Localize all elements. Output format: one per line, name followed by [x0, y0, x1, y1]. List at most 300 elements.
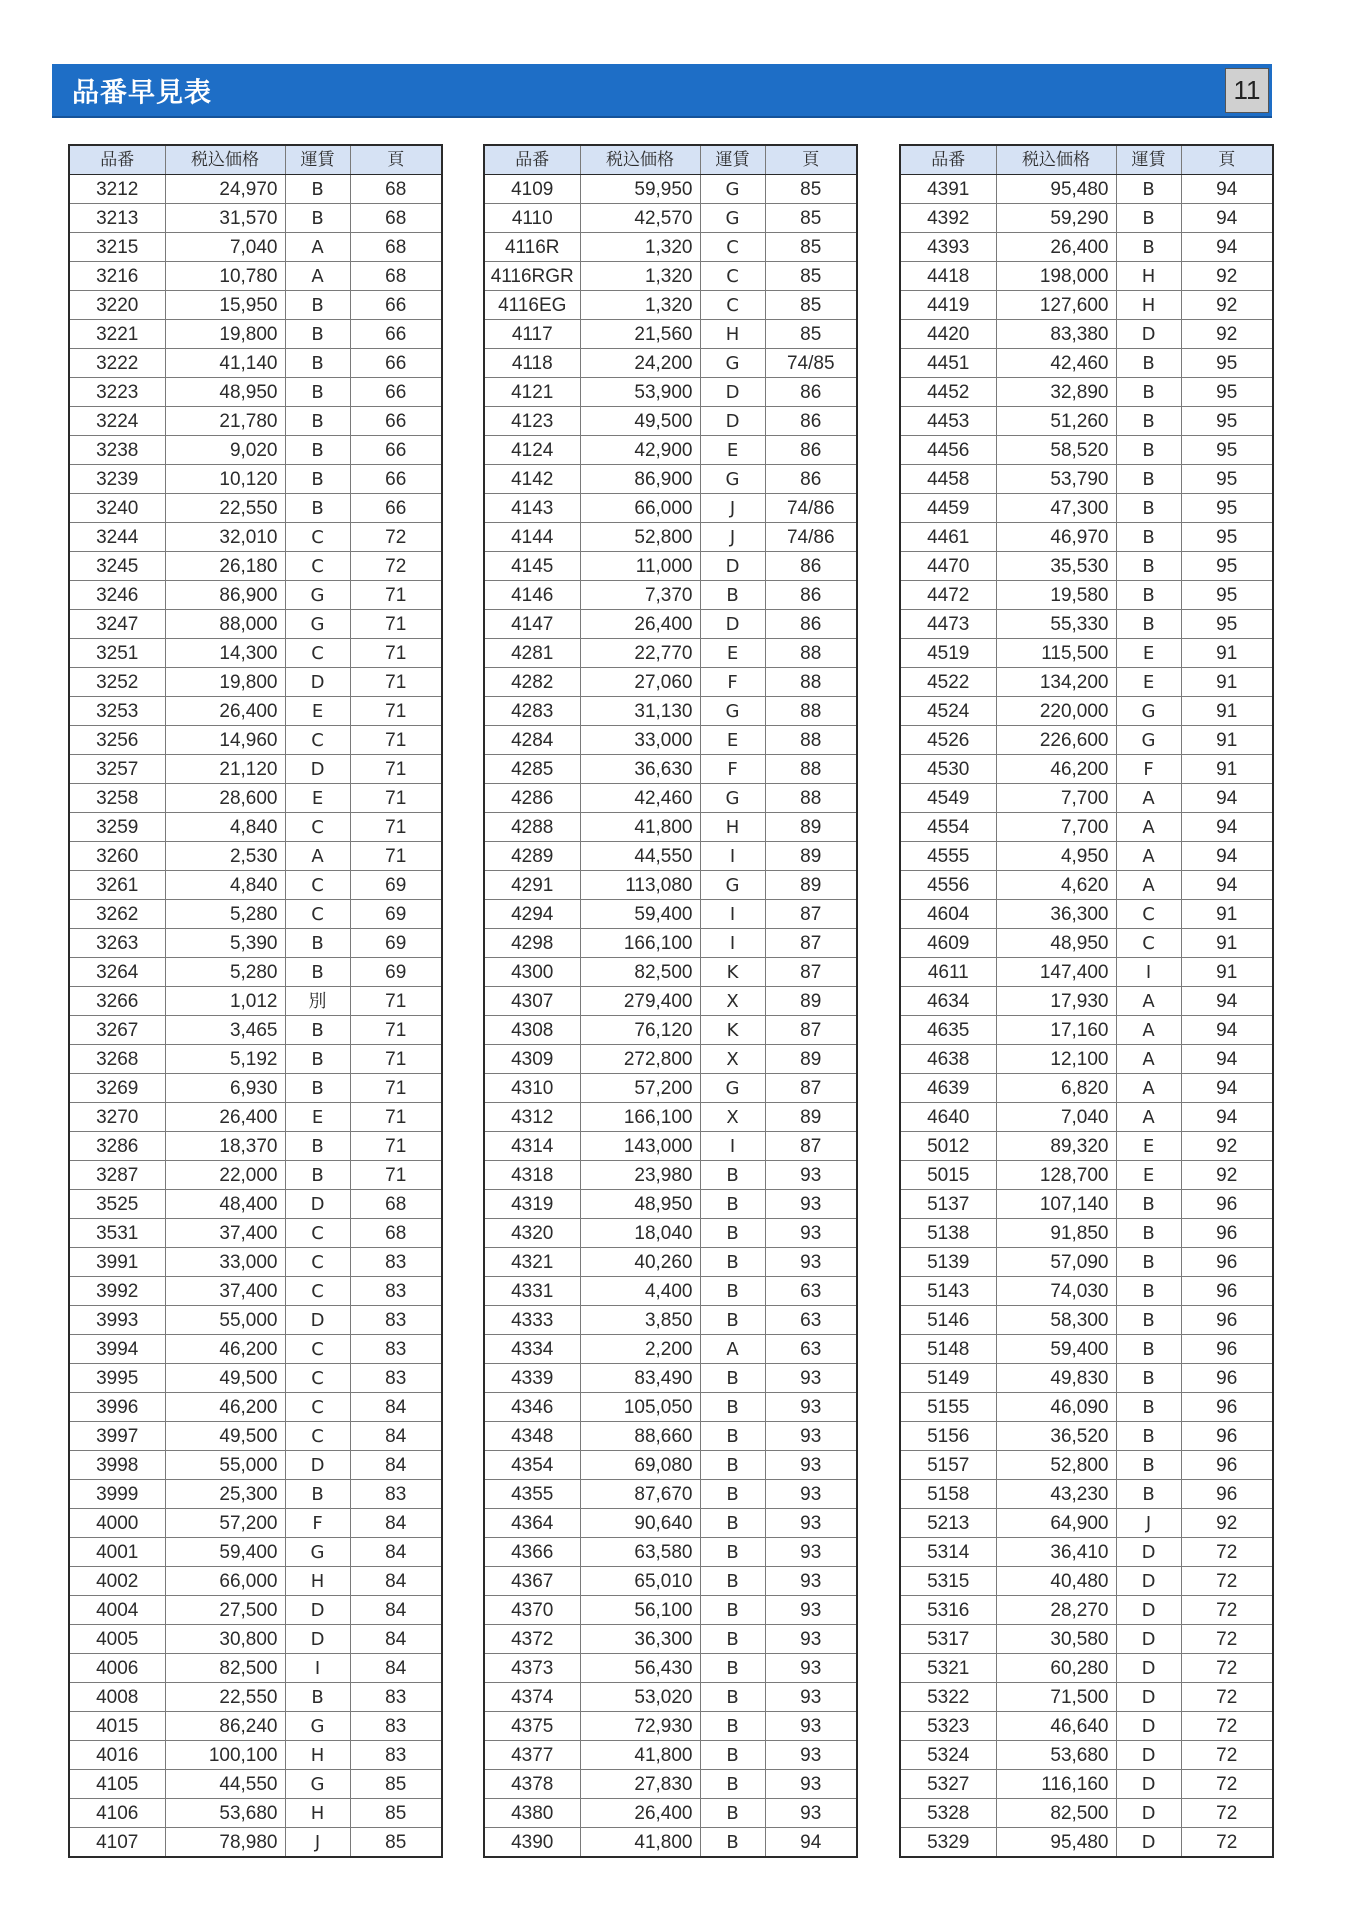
table-row — [900, 1712, 1273, 1741]
part-number-cell: 4294 — [484, 900, 580, 929]
freight-cell: A — [1116, 784, 1181, 813]
part-number-cell: 4392 — [900, 204, 996, 233]
table-row — [69, 581, 442, 610]
price-cell: 21,120 — [165, 755, 285, 784]
page-ref-cell: 95 — [1181, 436, 1273, 465]
price-cell: 36,300 — [996, 900, 1116, 929]
page-ref-cell: 85 — [765, 262, 857, 291]
price-cell: 55,330 — [996, 610, 1116, 639]
header-freight: 運賃 — [1116, 145, 1181, 175]
part-number-cell: 4473 — [900, 610, 996, 639]
price-cell: 18,370 — [165, 1132, 285, 1161]
page-ref-cell: 71 — [350, 755, 442, 784]
table-row — [484, 871, 857, 900]
freight-cell: D — [1116, 1683, 1181, 1712]
price-cell: 272,800 — [580, 1045, 700, 1074]
page-ref-cell: 85 — [765, 291, 857, 320]
table-row — [69, 958, 442, 987]
freight-cell: E — [700, 436, 765, 465]
freight-cell: I — [285, 1654, 350, 1683]
page-ref-cell: 71 — [350, 1074, 442, 1103]
price-cell: 166,100 — [580, 929, 700, 958]
part-number-cell: 3238 — [69, 436, 165, 465]
price-cell: 59,400 — [165, 1538, 285, 1567]
part-number-cell: 4123 — [484, 407, 580, 436]
table-row — [484, 349, 857, 378]
part-number-cell: 3246 — [69, 581, 165, 610]
table-row — [69, 1799, 442, 1828]
page-ref-cell: 96 — [1181, 1306, 1273, 1335]
price-cell: 91,850 — [996, 1219, 1116, 1248]
freight-cell: K — [700, 1016, 765, 1045]
table-row — [900, 1509, 1273, 1538]
price-cell: 69,080 — [580, 1451, 700, 1480]
freight-cell: D — [700, 378, 765, 407]
price-cell: 14,300 — [165, 639, 285, 668]
page-ref-cell: 94 — [1181, 1074, 1273, 1103]
page-ref-cell: 92 — [1181, 1132, 1273, 1161]
price-cell: 25,300 — [165, 1480, 285, 1509]
freight-cell: D — [700, 610, 765, 639]
freight-cell: E — [1116, 668, 1181, 697]
freight-cell: B — [1116, 1306, 1181, 1335]
table-row — [69, 204, 442, 233]
part-number-cell: 5321 — [900, 1654, 996, 1683]
price-cell: 44,550 — [580, 842, 700, 871]
table-row — [69, 1190, 442, 1219]
freight-cell: C — [285, 871, 350, 900]
table-row — [69, 1683, 442, 1712]
part-number-cell: 4281 — [484, 639, 580, 668]
part-number-cell: 4143 — [484, 494, 580, 523]
page-ref-cell: 85 — [765, 320, 857, 349]
table-row — [69, 668, 442, 697]
header-price-incl-tax: 税込価格 — [165, 145, 285, 175]
table-row — [900, 697, 1273, 726]
page-ref-cell: 93 — [765, 1190, 857, 1219]
page-ref-cell: 72 — [1181, 1712, 1273, 1741]
page-ref-cell: 89 — [765, 987, 857, 1016]
page-ref-cell: 84 — [350, 1509, 442, 1538]
freight-cell: B — [285, 1016, 350, 1045]
page-ref-cell: 94 — [1181, 175, 1273, 204]
page-ref-cell: 85 — [350, 1799, 442, 1828]
part-number-cell: 4307 — [484, 987, 580, 1016]
freight-cell: G — [285, 1712, 350, 1741]
freight-cell: B — [285, 320, 350, 349]
page-ref-cell: 93 — [765, 1219, 857, 1248]
price-cell: 82,500 — [165, 1654, 285, 1683]
price-cell: 26,400 — [165, 697, 285, 726]
page-ref-cell: 74/86 — [765, 494, 857, 523]
part-number-cell: 3270 — [69, 1103, 165, 1132]
freight-cell: B — [285, 929, 350, 958]
part-number-cell: 5015 — [900, 1161, 996, 1190]
table-row — [900, 1277, 1273, 1306]
freight-cell: C — [285, 726, 350, 755]
price-cell: 64,900 — [996, 1509, 1116, 1538]
table-row — [900, 1161, 1273, 1190]
page-ref-cell: 63 — [765, 1306, 857, 1335]
part-number-cell: 5213 — [900, 1509, 996, 1538]
page-ref-cell: 94 — [1181, 784, 1273, 813]
table-row — [900, 1683, 1273, 1712]
table-row — [900, 668, 1273, 697]
price-cell: 63,580 — [580, 1538, 700, 1567]
part-number-cell: 3992 — [69, 1277, 165, 1306]
page-ref-cell: 71 — [350, 639, 442, 668]
table-row — [484, 1277, 857, 1306]
price-cell: 6,930 — [165, 1074, 285, 1103]
price-cell: 49,830 — [996, 1364, 1116, 1393]
header-part-number: 品番 — [69, 145, 165, 175]
part-number-cell: 3216 — [69, 262, 165, 291]
freight-cell: B — [700, 1219, 765, 1248]
price-cell: 49,500 — [165, 1364, 285, 1393]
price-cell: 59,950 — [580, 175, 700, 204]
page-ref-cell: 66 — [350, 407, 442, 436]
table-row — [484, 1161, 857, 1190]
page-ref-cell: 94 — [1181, 813, 1273, 842]
part-number-cell: 5155 — [900, 1393, 996, 1422]
part-number-cell: 4144 — [484, 523, 580, 552]
price-cell: 22,550 — [165, 1683, 285, 1712]
page-ref-cell: 93 — [765, 1712, 857, 1741]
table-row — [484, 1422, 857, 1451]
page-ref-cell: 96 — [1181, 1451, 1273, 1480]
price-cell: 2,200 — [580, 1335, 700, 1364]
freight-cell: B — [285, 1074, 350, 1103]
table-row — [69, 407, 442, 436]
table-row — [900, 1480, 1273, 1509]
freight-cell: H — [285, 1567, 350, 1596]
table-row — [69, 1277, 442, 1306]
freight-cell: C — [1116, 900, 1181, 929]
freight-cell: B — [1116, 1335, 1181, 1364]
page-ref-cell: 84 — [350, 1596, 442, 1625]
table-header-row — [484, 145, 857, 175]
part-number-cell: 3259 — [69, 813, 165, 842]
table-row — [900, 1596, 1273, 1625]
part-number-cell: 4001 — [69, 1538, 165, 1567]
page-ref-cell: 85 — [765, 175, 857, 204]
part-number-cell: 4291 — [484, 871, 580, 900]
table-row — [484, 407, 857, 436]
table-row — [900, 639, 1273, 668]
price-cell: 46,640 — [996, 1712, 1116, 1741]
price-cell: 52,800 — [580, 523, 700, 552]
table-row — [69, 1712, 442, 1741]
table-row — [484, 378, 857, 407]
part-number-cell: 4451 — [900, 349, 996, 378]
part-number-cell: 3994 — [69, 1335, 165, 1364]
freight-cell: G — [700, 175, 765, 204]
price-cell: 58,520 — [996, 436, 1116, 465]
table-row — [900, 900, 1273, 929]
part-number-cell: 4286 — [484, 784, 580, 813]
part-number-cell: 5322 — [900, 1683, 996, 1712]
price-cell: 60,280 — [996, 1654, 1116, 1683]
freight-cell: B — [700, 1799, 765, 1828]
freight-cell: A — [700, 1335, 765, 1364]
page-ref-cell: 71 — [350, 1045, 442, 1074]
part-number-cell: 4300 — [484, 958, 580, 987]
page-ref-cell: 91 — [1181, 639, 1273, 668]
part-number-cell: 5149 — [900, 1364, 996, 1393]
part-number-cell: 4331 — [484, 1277, 580, 1306]
page-ref-cell: 94 — [1181, 1045, 1273, 1074]
page-ref-cell: 71 — [350, 581, 442, 610]
table-row — [69, 1741, 442, 1770]
table-row — [484, 1799, 857, 1828]
price-cell: 40,260 — [580, 1248, 700, 1277]
page-ref-cell: 93 — [765, 1683, 857, 1712]
table-row — [69, 987, 442, 1016]
table-row — [900, 1306, 1273, 1335]
table-row — [484, 1625, 857, 1654]
freight-cell: B — [285, 494, 350, 523]
page-ref-cell: 87 — [765, 1016, 857, 1045]
freight-cell: A — [285, 842, 350, 871]
price-cell: 95,480 — [996, 1828, 1116, 1858]
price-cell: 40,480 — [996, 1567, 1116, 1596]
part-number-cell: 5143 — [900, 1277, 996, 1306]
freight-cell: E — [285, 1103, 350, 1132]
freight-cell: C — [285, 1248, 350, 1277]
header-part-number: 品番 — [900, 145, 996, 175]
table-row — [900, 204, 1273, 233]
price-cell: 53,680 — [165, 1799, 285, 1828]
price-cell: 10,780 — [165, 262, 285, 291]
part-number-cell: 5012 — [900, 1132, 996, 1161]
freight-cell: D — [1116, 1799, 1181, 1828]
page-ref-cell: 96 — [1181, 1277, 1273, 1306]
freight-cell: B — [1116, 436, 1181, 465]
page-ref-cell: 69 — [350, 958, 442, 987]
page-ref-cell: 72 — [1181, 1799, 1273, 1828]
page-ref-cell: 66 — [350, 465, 442, 494]
price-cell: 48,950 — [165, 378, 285, 407]
part-number-cell: 4015 — [69, 1712, 165, 1741]
price-cell: 48,950 — [996, 929, 1116, 958]
table-row — [484, 929, 857, 958]
table-header-row — [900, 145, 1273, 175]
price-cell: 32,890 — [996, 378, 1116, 407]
part-number-cell: 5327 — [900, 1770, 996, 1799]
table-row — [900, 1248, 1273, 1277]
freight-cell: I — [700, 900, 765, 929]
table-row — [484, 1538, 857, 1567]
page-ref-cell: 89 — [765, 871, 857, 900]
freight-cell: B — [700, 1190, 765, 1219]
table-row — [484, 581, 857, 610]
table-row — [69, 1074, 442, 1103]
table-row — [900, 1074, 1273, 1103]
price-cell: 57,090 — [996, 1248, 1116, 1277]
price-cell: 17,930 — [996, 987, 1116, 1016]
page-ref-cell: 96 — [1181, 1364, 1273, 1393]
page-ref-cell: 91 — [1181, 726, 1273, 755]
table-row — [69, 1132, 442, 1161]
part-number-cell: 3213 — [69, 204, 165, 233]
table-row — [900, 262, 1273, 291]
price-cell: 35,530 — [996, 552, 1116, 581]
freight-cell: A — [1116, 1103, 1181, 1132]
page-ref-cell: 95 — [1181, 378, 1273, 407]
page-ref-cell: 83 — [350, 1306, 442, 1335]
freight-cell: C — [700, 233, 765, 262]
page-ref-cell: 96 — [1181, 1393, 1273, 1422]
part-number-cell: 3998 — [69, 1451, 165, 1480]
table-row — [69, 1654, 442, 1683]
price-cell: 28,600 — [165, 784, 285, 813]
price-cell: 33,000 — [580, 726, 700, 755]
page-ref-cell: 88 — [765, 726, 857, 755]
price-cell: 74,030 — [996, 1277, 1116, 1306]
page-ref-cell: 88 — [765, 784, 857, 813]
page-ref-cell: 91 — [1181, 668, 1273, 697]
price-cell: 10,120 — [165, 465, 285, 494]
header-page: 頁 — [350, 145, 442, 175]
part-number-cell: 4364 — [484, 1509, 580, 1538]
page-ref-cell: 83 — [350, 1480, 442, 1509]
table-row — [69, 1103, 442, 1132]
part-number-cell: 4106 — [69, 1799, 165, 1828]
page-ref-cell: 69 — [350, 929, 442, 958]
page-ref-cell: 94 — [1181, 1016, 1273, 1045]
table-row — [69, 175, 442, 204]
part-number-cell: 4000 — [69, 1509, 165, 1538]
part-number-cell: 4355 — [484, 1480, 580, 1509]
part-number-cell: 4370 — [484, 1596, 580, 1625]
freight-cell: B — [1116, 1248, 1181, 1277]
page-ref-cell: 84 — [350, 1654, 442, 1683]
page-ref-cell: 85 — [765, 204, 857, 233]
table-row — [900, 610, 1273, 639]
price-cell: 88,000 — [165, 610, 285, 639]
price-cell: 37,400 — [165, 1219, 285, 1248]
price-cell: 55,000 — [165, 1451, 285, 1480]
freight-cell: C — [285, 523, 350, 552]
part-number-cell: 4390 — [484, 1828, 580, 1858]
page-ref-cell: 94 — [1181, 987, 1273, 1016]
price-cell: 4,400 — [580, 1277, 700, 1306]
price-cell: 7,700 — [996, 813, 1116, 842]
part-number-cell: 4472 — [900, 581, 996, 610]
page-ref-cell: 94 — [765, 1828, 857, 1858]
part-number-cell: 3268 — [69, 1045, 165, 1074]
page-ref-cell: 68 — [350, 1219, 442, 1248]
freight-cell: C — [285, 813, 350, 842]
price-cell: 7,040 — [165, 233, 285, 262]
part-number-cell: 4348 — [484, 1422, 580, 1451]
price-cell: 28,270 — [996, 1596, 1116, 1625]
freight-cell: J — [285, 1828, 350, 1858]
freight-cell: B — [700, 1712, 765, 1741]
table-row — [900, 552, 1273, 581]
part-number-cell: 4310 — [484, 1074, 580, 1103]
part-number-cell: 4346 — [484, 1393, 580, 1422]
freight-cell: F — [700, 755, 765, 784]
table-row — [900, 784, 1273, 813]
price-cell: 4,620 — [996, 871, 1116, 900]
table-row — [900, 233, 1273, 262]
part-number-cell: 5316 — [900, 1596, 996, 1625]
price-cell: 4,950 — [996, 842, 1116, 871]
part-number-cell: 4419 — [900, 291, 996, 320]
part-number-cell: 4640 — [900, 1103, 996, 1132]
table-row — [900, 436, 1273, 465]
price-cell: 15,950 — [165, 291, 285, 320]
part-number-cell: 4604 — [900, 900, 996, 929]
table-row — [484, 842, 857, 871]
price-cell: 22,550 — [165, 494, 285, 523]
freight-cell: B — [700, 1654, 765, 1683]
price-cell: 26,400 — [580, 1799, 700, 1828]
page-ref-cell: 71 — [350, 842, 442, 871]
freight-cell: H — [285, 1741, 350, 1770]
page-ref-cell: 84 — [350, 1451, 442, 1480]
part-number-cell: 3266 — [69, 987, 165, 1016]
page-ref-cell: 96 — [1181, 1190, 1273, 1219]
table-row — [484, 1132, 857, 1161]
page-ref-cell: 85 — [765, 233, 857, 262]
price-cell: 48,950 — [580, 1190, 700, 1219]
page-ref-cell: 74/85 — [765, 349, 857, 378]
page-ref-cell: 88 — [765, 639, 857, 668]
part-number-cell: 4377 — [484, 1741, 580, 1770]
price-cell: 36,300 — [580, 1625, 700, 1654]
table-row — [69, 1625, 442, 1654]
page-ref-cell: 66 — [350, 291, 442, 320]
part-number-cell: 4609 — [900, 929, 996, 958]
price-cell: 56,430 — [580, 1654, 700, 1683]
page-ref-cell: 91 — [1181, 697, 1273, 726]
part-number-cell: 4555 — [900, 842, 996, 871]
page-ref-cell: 66 — [350, 378, 442, 407]
freight-cell: A — [1116, 813, 1181, 842]
part-number-cell: 3221 — [69, 320, 165, 349]
price-cell: 30,800 — [165, 1625, 285, 1654]
part-number-cell: 4635 — [900, 1016, 996, 1045]
freight-cell: D — [1116, 1538, 1181, 1567]
price-cell: 65,010 — [580, 1567, 700, 1596]
freight-cell: G — [285, 581, 350, 610]
table-row — [484, 262, 857, 291]
part-number-cell: 4002 — [69, 1567, 165, 1596]
freight-cell: B — [1116, 1480, 1181, 1509]
table-row — [484, 1741, 857, 1770]
freight-cell: D — [1116, 320, 1181, 349]
price-cell: 37,400 — [165, 1277, 285, 1306]
freight-cell: B — [1116, 581, 1181, 610]
freight-cell: B — [285, 204, 350, 233]
price-cell: 90,640 — [580, 1509, 700, 1538]
part-number-cell: 3251 — [69, 639, 165, 668]
part-number-cell: 4372 — [484, 1625, 580, 1654]
part-number-cell: 5148 — [900, 1335, 996, 1364]
table-row — [69, 697, 442, 726]
part-number-cell: 4373 — [484, 1654, 580, 1683]
freight-cell: B — [1116, 1364, 1181, 1393]
freight-cell: E — [285, 697, 350, 726]
table-row — [900, 1132, 1273, 1161]
page-ref-cell: 92 — [1181, 291, 1273, 320]
price-cell: 44,550 — [165, 1770, 285, 1799]
page-ref-cell: 96 — [1181, 1219, 1273, 1248]
table-row — [69, 262, 442, 291]
price-cell: 49,500 — [580, 407, 700, 436]
